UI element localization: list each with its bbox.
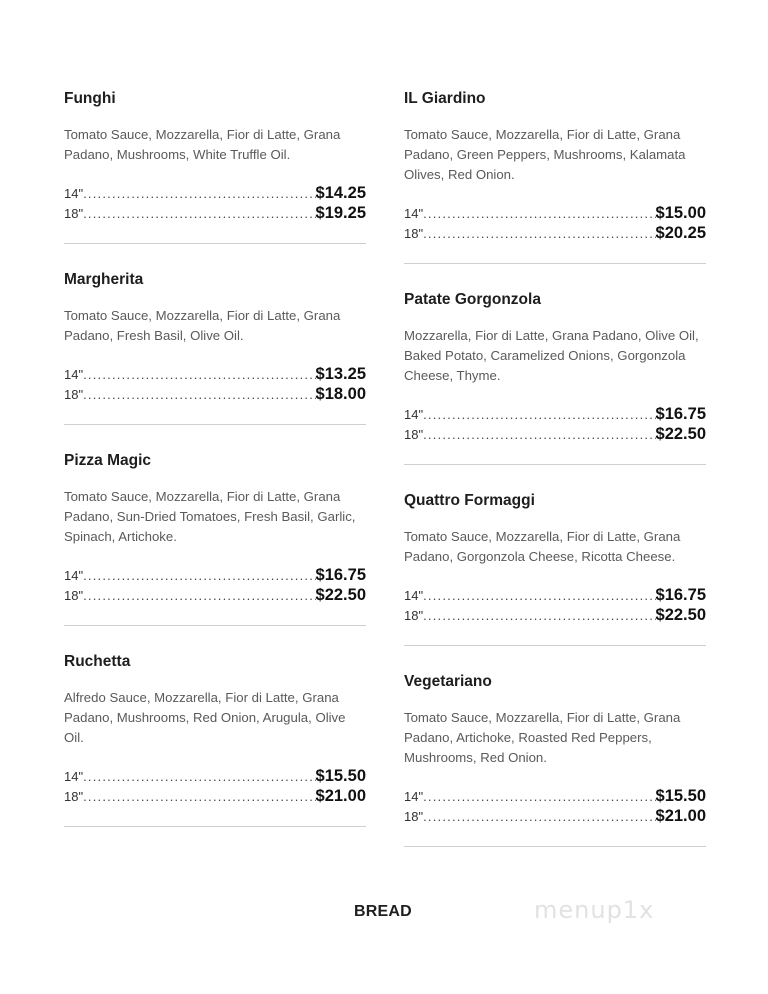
price-row [64, 766, 366, 786]
dot-leader [423, 425, 655, 444]
menu-item [64, 89, 366, 244]
item-name: Funghi [64, 90, 116, 107]
dot-leader [423, 405, 655, 424]
item-description: Alfredo Sauce, Mozzarella, Fior di Latte, Grana Padano, Mushrooms, Red Onion, Arugula, Olive Oil. [64, 690, 346, 745]
dot-leader [83, 586, 315, 605]
price-row [64, 183, 366, 203]
size-label: 18" [404, 809, 424, 824]
item-description: Tomato Sauce, Mozzarella, Fior di Latte, Grana Padano, Sun-Dried Tomatoes, Fresh Basil, Garlic, Spinach, Artichoke. [64, 489, 356, 544]
price: $16.75 [655, 405, 706, 423]
price: $19.25 [315, 204, 366, 222]
price-row [404, 424, 706, 444]
section-heading-bread: BREAD [354, 903, 412, 920]
item-name: IL Giardino [404, 90, 486, 107]
size-label: 18" [64, 789, 84, 804]
price: $20.25 [655, 224, 706, 242]
size-label: 18" [64, 206, 84, 221]
size-label: 18" [404, 226, 424, 241]
size-label: 14" [64, 769, 84, 784]
menu-item [404, 89, 706, 264]
item-description: Tomato Sauce, Mozzarella, Fior di Latte, Grana Padano, Artichoke, Roasted Red Peppers, Mushrooms, Red Onion. [404, 710, 681, 765]
item-name: Ruchetta [64, 653, 131, 670]
price-row [64, 585, 366, 605]
price: $14.25 [315, 184, 366, 202]
size-label: 14" [404, 789, 424, 804]
item-name: Vegetariano [404, 673, 492, 690]
menu-item [404, 672, 706, 847]
dot-leader [423, 204, 655, 223]
price-row [64, 786, 366, 806]
price: $15.50 [315, 767, 366, 785]
menu-item [404, 491, 706, 646]
item-description: Tomato Sauce, Mozzarella, Fior di Latte, Grana Padano, Gorgonzola Cheese, Ricotta Cheese. [404, 529, 681, 564]
size-label: 18" [404, 608, 424, 623]
price: $21.00 [315, 787, 366, 805]
item-name: Quattro Formaggi [404, 492, 535, 509]
dot-leader [83, 787, 315, 806]
dot-leader [83, 385, 315, 404]
dot-leader [423, 606, 655, 625]
menu-item [64, 652, 366, 827]
price-row [64, 384, 366, 404]
price-row [64, 203, 366, 223]
dot-leader [83, 184, 315, 203]
dot-leader [83, 566, 315, 585]
price-row [404, 203, 706, 223]
item-description: Tomato Sauce, Mozzarella, Fior di Latte, Grana Padano, Fresh Basil, Olive Oil. [64, 308, 341, 343]
size-label: 14" [64, 367, 84, 382]
dot-leader [423, 787, 655, 806]
menu-item [64, 270, 366, 425]
price: $13.25 [315, 365, 366, 383]
price: $21.00 [655, 807, 706, 825]
item-name: Margherita [64, 271, 144, 288]
item-description: Mozzarella, Fior di Latte, Grana Padano, Olive Oil, Baked Potato, Caramelized Onions, Gorgonzola Cheese, Thyme. [404, 328, 699, 383]
size-label: 14" [64, 568, 84, 583]
item-name: Patate Gorgonzola [404, 291, 541, 308]
price: $22.50 [655, 425, 706, 443]
size-label: 14" [64, 186, 84, 201]
price-row [404, 223, 706, 243]
price: $16.75 [655, 586, 706, 604]
item-description: Tomato Sauce, Mozzarella, Fior di Latte, Grana Padano, Mushrooms, White Truffle Oil. [64, 127, 341, 162]
menu-item [404, 290, 706, 465]
price: $16.75 [315, 566, 366, 584]
menu-column-right [404, 89, 706, 873]
size-label: 14" [404, 588, 424, 603]
price: $22.50 [655, 606, 706, 624]
menu-item [64, 451, 366, 626]
price-row [64, 364, 366, 384]
price: $22.50 [315, 586, 366, 604]
price-row [404, 806, 706, 826]
price: $15.50 [655, 787, 706, 805]
price-row [404, 786, 706, 806]
price-row [404, 605, 706, 625]
dot-leader [423, 586, 655, 605]
item-description: Tomato Sauce, Mozzarella, Fior di Latte, Grana Padano, Green Peppers, Mushrooms, Kalamata Olives, Red Onion. [404, 127, 686, 182]
dot-leader [423, 224, 655, 243]
item-name: Pizza Magic [64, 452, 151, 469]
menu-column-left [64, 89, 366, 853]
price-row [64, 565, 366, 585]
dot-leader [83, 365, 315, 384]
size-label: 18" [64, 387, 84, 402]
size-label: 14" [404, 206, 424, 221]
price: $15.00 [655, 204, 706, 222]
size-label: 18" [64, 588, 84, 603]
size-label: 14" [404, 407, 424, 422]
size-label: 18" [404, 427, 424, 442]
price-row [404, 404, 706, 424]
dot-leader [83, 767, 315, 786]
dot-leader [423, 807, 655, 826]
price: $18.00 [315, 385, 366, 403]
price-row [404, 585, 706, 605]
watermark-logo: menup1x [534, 896, 655, 924]
dot-leader [83, 204, 315, 223]
